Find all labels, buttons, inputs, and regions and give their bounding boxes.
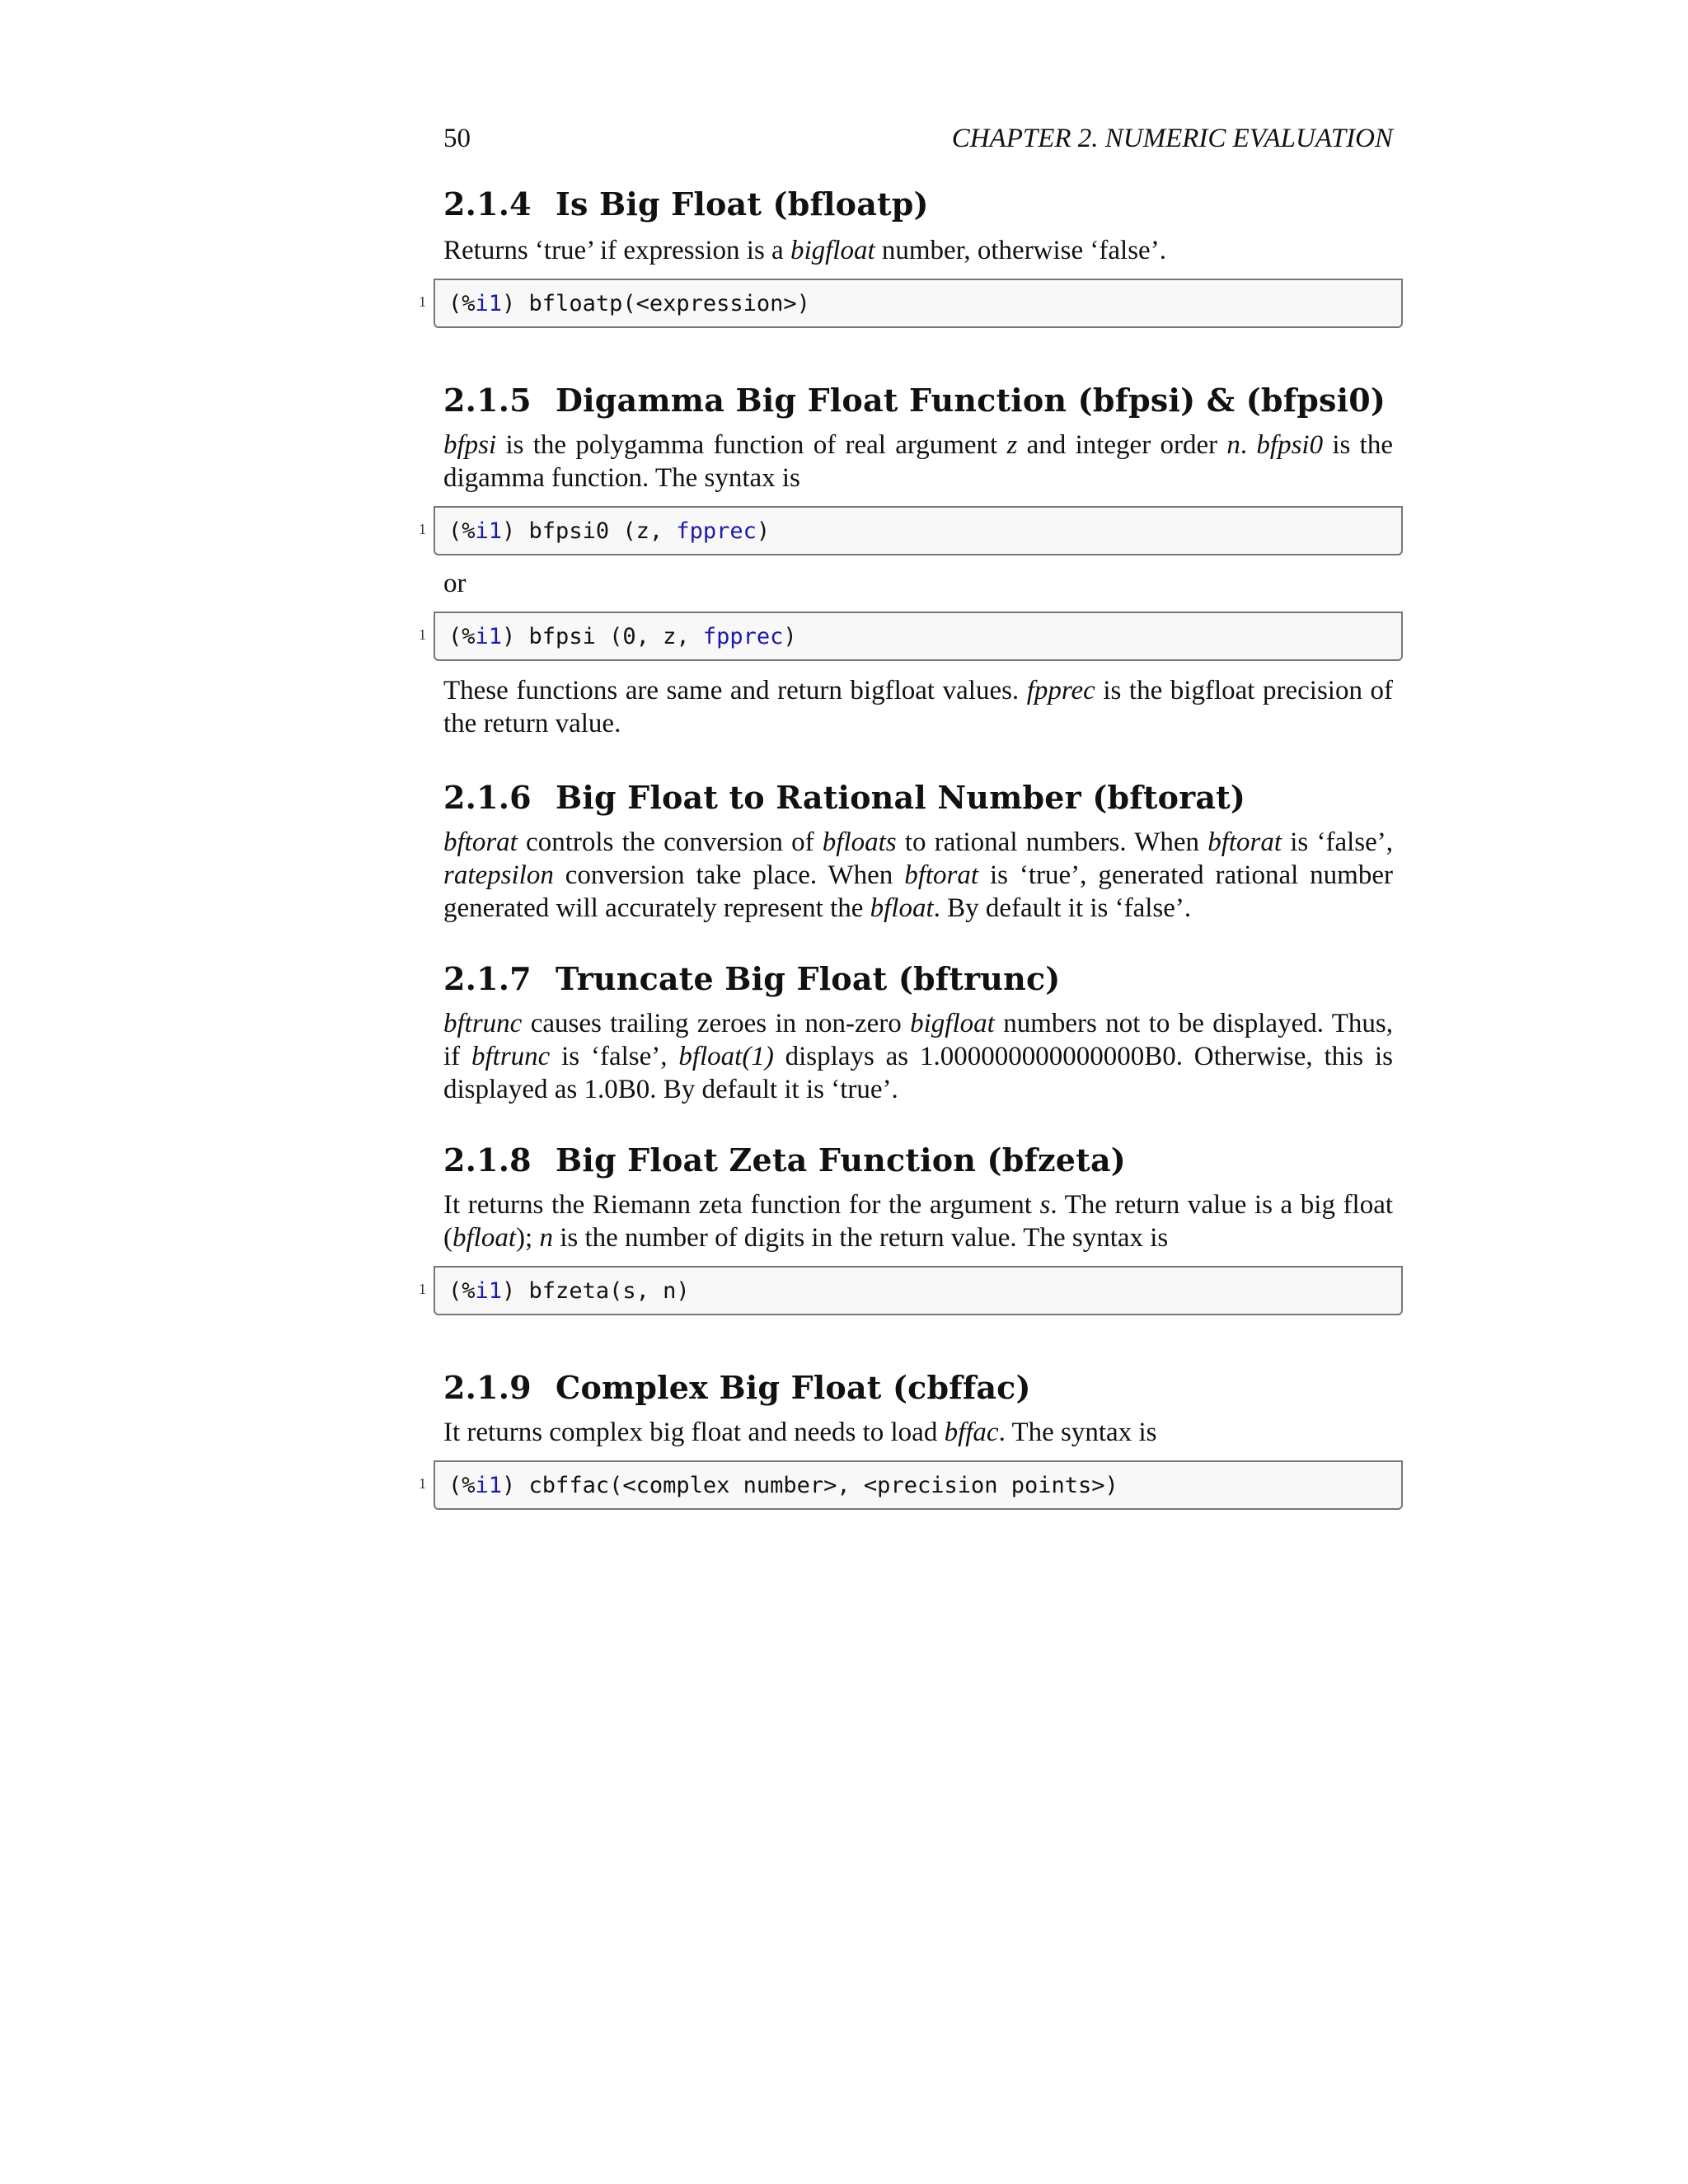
code-block (419, 506, 1403, 555)
paragraph: Returns ‘true’ if expression is a bigfloat number, otherwise ‘false’. (443, 236, 1166, 265)
running-header (443, 124, 1393, 170)
paragraph: It returns complex big float and needs to load bffac. The syntax is (443, 1418, 1157, 1447)
line-number: 1 (419, 1475, 426, 1492)
section-number: 2.1.4 (443, 185, 532, 223)
section-heading-2-1-8 (443, 1136, 1393, 1185)
paragraph: These functions are same and return bigfloat values. fpprec is the bigfloat precision of the return value. (443, 676, 1393, 738)
chapter-title: CHAPTER 2. NUMERIC EVALUATION (951, 124, 1393, 153)
paragraph-or: or (443, 569, 467, 598)
paragraph: bftrunc causes trailing zeroes in non-zero bigfloat numbers not to be displayed. Thus, if bftrunc is ‘false’, bfloat(1) displays as 1.000000000000000B0. Otherwise, this is displayed as 1.0B0. By default it is ‘true’. (443, 1009, 1393, 1104)
section-heading-2-1-7 (443, 954, 1393, 1004)
section-title: Is Big Float (bfloatp) (556, 185, 929, 223)
line-number: 1 (419, 626, 426, 643)
paragraph: bftorat controls the conversion of bfloats to rational numbers. When bftorat is ‘false’, ratepsilon conversion take place. When bftorat is ‘true’, generated rational number generated will accurately represent the bfloat. By default it is ‘false’. (443, 827, 1393, 923)
section-title: Truncate Big Float (bftrunc) (556, 960, 1061, 997)
paragraph: It returns the Riemann zeta function for the argument s. The return value is a big float (bfloat); n is the number of digits in the return value. The syntax is (443, 1190, 1394, 1253)
section-heading-2-1-6 (443, 773, 1393, 823)
page-number: 50 (443, 124, 471, 153)
document-page (419, 124, 1394, 1510)
section-heading-2-1-4 (443, 180, 1393, 229)
section-number: 2.1.5 (443, 382, 532, 419)
line-number: 1 (419, 293, 426, 310)
section-heading-2-1-5 (443, 376, 1393, 425)
section-title: Digamma Big Float Function (bfpsi) & (bfpsi0) (556, 382, 1386, 419)
section-number: 2.1.6 (443, 779, 532, 816)
code-block (419, 612, 1403, 661)
code-line: (% i1 ) bfpsi (0, z, fpprec ) (434, 612, 1403, 661)
line-number: 1 (419, 1281, 426, 1297)
section-title: Complex Big Float (cbffac) (556, 1369, 1031, 1406)
paragraph: bfpsi is the polygamma function of real argument z and integer order n. bfpsi0 is the digamma function. The syntax is (443, 430, 1393, 493)
code-line: (% i1 ) cbffac(<complex number>, <precision points>) (434, 1460, 1403, 1510)
code-block (419, 279, 1403, 328)
section-title: Big Float to Rational Number (bftorat) (556, 779, 1246, 816)
section-number: 2.1.9 (443, 1369, 532, 1406)
code-block (419, 1266, 1403, 1315)
code-line: (% i1 ) bfzeta(s, n) (434, 1266, 1403, 1315)
code-line: (% i1 ) bfpsi0 (z, fpprec ) (434, 506, 1403, 555)
section-heading-2-1-9 (443, 1363, 1393, 1413)
code-line: (% i1 ) bfloatp(<expression>) (434, 279, 1403, 328)
code-block (419, 1460, 1403, 1510)
line-number: 1 (419, 521, 426, 537)
section-title: Big Float Zeta Function (bfzeta) (556, 1141, 1126, 1179)
section-number: 2.1.7 (443, 960, 532, 997)
section-number: 2.1.8 (443, 1141, 532, 1179)
